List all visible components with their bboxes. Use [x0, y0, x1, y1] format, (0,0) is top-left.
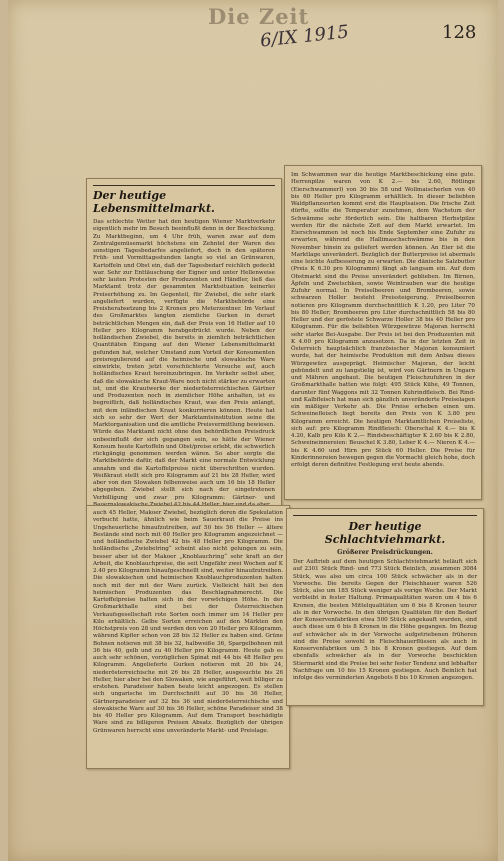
- page-number: 128: [442, 22, 477, 43]
- article2-headline: Der heutige Schlachtviehmarkt.: [324, 520, 446, 546]
- article1-col-right: Im Schwammen war die heutige Marktbeschickung eine gute. Herrenpilze waren von K 2.— bis 2.60, Rötlinge (Eierschwammerl) von 30 bis 58 und Wollmaischerlen von 40 bis 60 Heller pro Kilogramm erhältlich. In dieser beliebten Waldpflanzsorten kommt erst die Hauptsaison. Die frische Zeit dürfte, sollte die Temperatur zunehmen, dem Wachstum der Schwämme sehr förderlich sein. Die haltbaren Herbstpilze werden für die nächste Zeit auf dem Markt erwartet. Im Eierschwammen ist noch bis Ende September eine Zufuhr zu erwarten, während die Hallimaschschwämme bis in den November hinein zu geliefert werden können. An Eier ist die Marktlage unverändert. Bezüglich der Butterpreise ist abermals eine leichte Aufbesserung zu erwarten. Die dänische Salzbutter (Preis K 6.30 pro Kilogramm) fängt ab langsam ein. Auf dem Obstmarkt sind die Preise unverändert geblieben. Im Birnen, Äpfeln und Zwetschken, sowie Weintrauben war die heutige Zufuhr normal. In Preiselbeeren und Brombeeren, sowie schwarzen Holler besteht Preissteigerung. Preiselbeeren notieren pro Kilogramm durchschnittlich K 1.20, pro Liter 70 bis 80 Heller; Brombeeren pro Liter durchschnittlich 58 bis 80 Heller und der geröstete Schwarze Holler 38 bis 40 Heller pro Kilogramm. Für die beliebten Würzgewürze Majoran herrscht sehr starke Bei-Ausgabe. Der Preis ist bei den Produzenten mit K 4.60 pro Kilogramm anzusetzen. Da in der letzten Zeit in Österreich hauptsächlich französischer Majoran konsumiert wurde, hat der heimische Produktion mit dem Anbau dieses Würzgewürz ausgeprägt. Heimischer Majoran, der leicht gebündelt und zu langstielig ist, wird von Gärtnern in Ungarn und Mähren angebaut. Die heutigen Fleischzufuhren in der Großmarkthalle hatten wie folgt: 495 Stück Kühe, 49 Tonnen, darunter fünf Waggons mit 32 Tonnen Kuhrindfleisch. Bei Rind- und Kalbfleisch hat man sich gänzlich unveränderte Preiselagen ein mäßiger Verkehr ab. Die Preise erheben einen um. Schweinefleisch liegt bereits den Preis von K 3.80 pro Kilogramm erreicht. Die heutigen Marktamtlichen Preiseliste, sich auf: pro Kilogramm Rindfleisch: Oberschal K 4.— bis K 4.20, Kalb pro Kilo K 2.— Rindsbeschäftigter K 2.60 bis K 2.80, Schweineinnereien: Beuschel K 3.80, Leber K 4.— Nieren K 4.— bis K 4.60 und Hirn pro Stück 60 Heller. Die Preise für Kinderinnereien bewegen gegen die Vormacht gleich hohe, doch erfolgt deren definitive Festlegung erst heute abends.: [291, 172, 475, 468]
- headline-rule: [293, 515, 477, 516]
- article1-col-left-bottom: auch 45 Heller, Makoer Zwiebel, bezüglich deren die Spekulation verbucht hatte, ähnlich wie beim Sauerkraut die Preise ins Ungeheuerliche hinaufzutreiben, auf 50 bis 56 Heller — ältere Bestände sind noch mit 60 Heller pro Kilogramm angezeichnet — und holländische Zwiebel 42 bis 48 Heller pro Kilogramm. Die holländische „Zwiebelring“ scheint also nicht gelungen zu sein, besser aber ist der Makoer „Knoblauchring“ sehr kraft an der Arbeit, die Knoblauchpreise, die seit Ungefähr zwei Wochen auf K 2.40 pro Kilogramm hinaufgeschnellt sind, weiter hinaufzutreiben. Die slowakischen und heimischen Knoblauchproduzenten halten noch mit der mit der Ware zurück. Vielleicht hält bei den heimischen Produzenten das Beschlagnahmerecht. Die Kartoffelpreise halten sich in der vorwöchigen Höhe. In der Großmarkthalle sind bei der Österreichischen Verkaufsgesellschaft rote Sorten noch immer um 14 Heller pro Kilo erhältlich. Gelbe Sorten erreichen auf den Märkten den Höchstpreis von 28 und werden den von 20 Heller pro Kilogramm, während Kipfler schon von 28 bis 32 Heller zu haben sind. Grüne Bohnen notieren mit 38 bis 32, halbweiße 36, Spargelbohnen mit 36 bis 40, gelb und zu 40 Heller pro Kilogramm. Heute gab es auch sehr schönen, vorzüglichen Spinat mit 44 bis 48 Heller pro Kilogramm. Angelieferte Gurken notieren mit 20 bis 24, niederösterreichische mit 26 bis 28 Heller, ausgesuchte bis 26 Heller, hier aber bei den Slowaken, wie angeführt, weit billiger zu erstehen. Paradeiser haben heute leicht angezogen. Es stellen sich ungarische im Durchschnitt auf 30 bis 36 Heller, Gärtnerparadeiser auf 32 bis 36 und niederösterreichische und slowakische Ware auf 30 bis 36 Heller, schöne Paradeiser sind 38 bis 40 Heller pro Kilogramm. Auf dem Transport beschädigte Ware sind zu billigeren Preisen Absatz. Bezüglich der übrigen Grünwaren herrscht eine unveränderte Markt- und Preislage.: [93, 510, 283, 734]
- newspaper-page: [8, 0, 498, 861]
- article2-body: Der Auftrieb auf dem heutigen Schlachtviehmarkt beläuft sich auf 2301 Stück Rind- und 773 Stück Beinlich, zusammen 3084 Stück, was also um circa 100 Stück schwächer als in der Vorwoche. Die bereits Gegen der Fleischhauer waren 526 Stück, also um 185 Stück weniger als vorige Woche. Der Markt verbleibt in fester Haltung. Primaqualitäten waren um 4 bis 6 Kronen, die besten Mittelqualitäten um 6 bis 8 Kronen teurer als in der Vorwoche. In den übrigen Qualitäten für den Bedarf der Konservenfabriken etwa 500 Stück angekauft wurden, sind auch diese um 6 bis 8 Kronen in die Höhe gegangen. Im Bezug auf schwächer als in der Vorwoche aufgetriebenen früheren sind die Preise sowohl in Fleischhauerflüssen als auch in Konservenfabriken um 5 bis 8 Kronen gestiegen. Auf dem ebenfalls schwächer als in der Vorwoche beschickten Stiermarkt sind die Preise bei sehr fester Tendenz und lebhafter Nachfrage um 10 bis 15 Kronen gestiegen. Auch Beinlich hat infolge des verminderten Angebots 8 bis 10 Kronen angezogen.: [293, 559, 477, 681]
- masthead-stamp: Die Zeit: [208, 4, 310, 29]
- clipping-left-top: [86, 178, 282, 514]
- clipping-right-bottom: [286, 508, 484, 706]
- article1-headline: Der heutige Lebensmittelmarkt.: [93, 189, 215, 215]
- article1-col-left-top: Das schlechte Wetter hat den heutigen Wiener Marktverkehr eigentlich mehr im Besuch beeinflußt denn in der Beschickung. Zu Marktbeginn, um 4 Uhr früh, waren zwar auf dem Zentralgemüsemarkt höchstens ein Zehntel der Waren des sonstigen Tagesbedarfes angeliefert, doch in den späteren Früh- und Vormittagsstunden langte so viel an Grünwaren, Kartoffeln und Obst ein, daß der Tagesbedarf reichlich gedeckt war. Sehr zur Enttäuschung der Eigner und unter Hellenweise sehr lauten Protesten der Produzenten und Händler, ließ das Marktamt trotz der gesammten Marktsituation keinerlei Preiserhöhung zu. Im Gegenteil, für Zwiebel, die sehr stark angeliefert wurden, verfügte die Marktbehörde eine Preisherabsetzung bis 2 Kronen pro Meterzentner. Im Verlauf des Großmarktes langten ziemliche Gurken in derart beträchtlichen Mengen ein, daß der Preis von 16 Heller auf 10 Heller pro Kilogramm herabgedrückt wurde. Neben der holländischen Zwiebel, die bereits in ziemlich beträchtlichen Quantitäten Eingang auf den Wiener Lebensmittelmarkt gefunden hat, welcher Umstand zum Vorteil der Konsumenten preisregulierend auf die heimische und slowakische Ware einwirkte, treten jetzt vorschüchterte Versuche auf, auch holländisches Kraut hereinzubringen. Im Verkehr selbst aber, daß die slowakische Kraut-Ware noch nicht stärker zu erwarten ist, und die Krautwerke der niederösterreichischen Gärtner und Produzenten noch in ziemlicher Höhe anhalten, ist es begreiflich, daß holländisches Kraut, was den Preis anlangt, mit dem inländischen Kraut konkurrieren können. Heute hat sich so sehr der Wert der Marktamtsinstitution seine die Marktorganisation und die amtliche Preisvermittlung bewiesen. Würde das Marktamt nicht ohne den behördlichen Preisdruck unbeeinflußt der sich gegangen sein, so hätte der Wiener Konsum heute Kartoffeln und Obst/preise erlebt, die schwerlich rückgängig genommen werden wären. So aber sorgte die Marktbehörde dafür, daß der Markt eine normale Entwicklung annahm und die Kartoffelpreise nicht überschritten wurden. Weißkraut stellt sich pro Kilogramm auf 21 bis 28 Heller, wird aber von den Slowaken felbenweise auch um 16 bis 18 Heller abgegeben. Zwiebel stellt sich nach der eingetretenen Verbilligung und zwar pro Kilogramm: Gärtner- und: [93, 219, 275, 501]
- clipping-right-top: [284, 165, 482, 500]
- page-header: [8, 0, 498, 60]
- handwritten-date: 6/IX 1915: [259, 21, 350, 52]
- clipping-left-bottom: [86, 505, 290, 769]
- article2-subhead: Größerer Preisdrückungen.: [337, 549, 433, 556]
- headline-rule: [93, 185, 275, 186]
